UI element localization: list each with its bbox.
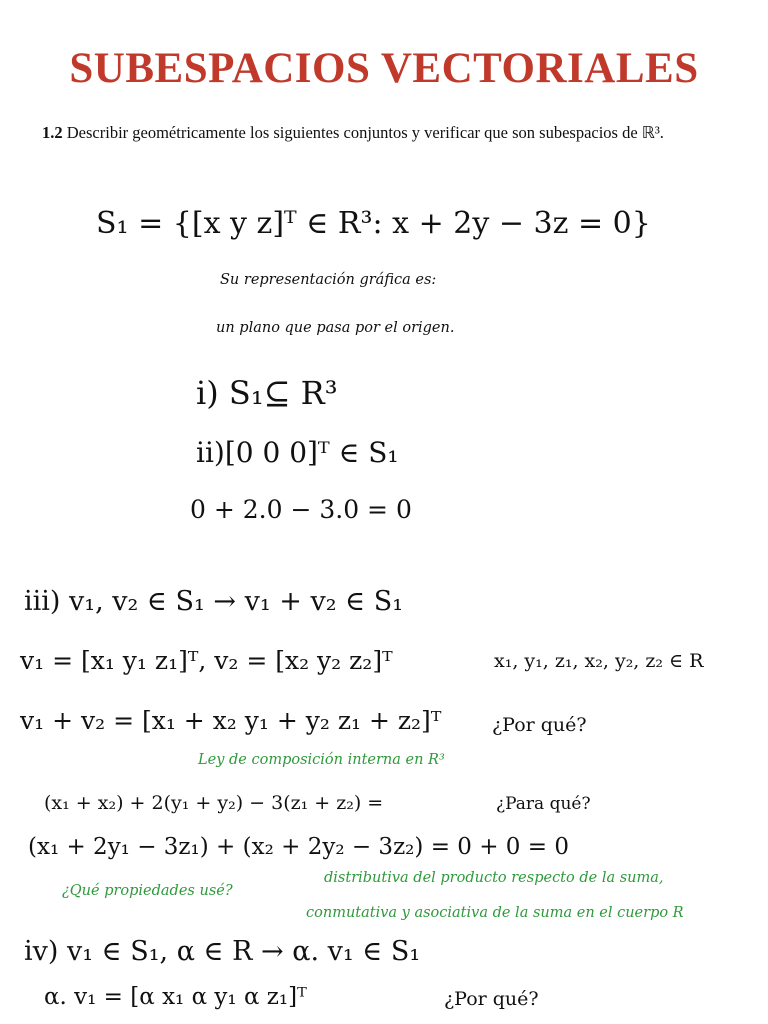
internal-law-note: Ley de composición interna en R³: [198, 752, 445, 768]
set-definition: S₁ = {[x y z]ᵀ ∈ R³: x + 2y − 3z = 0}: [96, 206, 651, 241]
problem-number: 1.2: [42, 123, 63, 142]
page-title: SUBESPACIOS VECTORIALES: [69, 45, 699, 92]
question-why-2: ¿Por qué?: [444, 988, 539, 1010]
problem-statement: [42, 122, 722, 143]
zero-check: 0 + 2.0 − 3.0 = 0: [190, 495, 412, 524]
problem-text: Describir geométricamente los siguientes conjuntos y verificar que son subespacios de ℝ³.: [66, 123, 664, 142]
sum-definition: v₁ + v₂ = [x₁ + x₂ y₁ + y₂ z₁ + z₂]ᵀ: [20, 706, 442, 735]
question-why-1: ¿Por qué?: [492, 714, 587, 736]
variables-in-r: x₁, y₁, z₁, x₂, y₂, z₂ ∈ R: [494, 650, 704, 672]
step-i: i) S₁⊆ R³: [196, 374, 338, 412]
vectors-definition: v₁ = [x₁ y₁ z₁]ᵀ, v₂ = [x₂ y₂ z₂]ᵀ: [20, 646, 393, 675]
property-comm-assoc: conmutativa y asociativa de la suma en el cuerpo R: [306, 905, 684, 921]
regrouped-expression: (x₁ + 2y₁ − 3z₁) + (x₂ + 2y₂ − 3z₂) = 0 + 0 = 0: [28, 834, 569, 860]
step-ii: ii)[0 0 0]ᵀ ∈ S₁: [196, 436, 399, 469]
step-iii: iii) v₁, v₂ ∈ S₁ → v₁ + v₂ ∈ S₁: [24, 586, 404, 617]
question-properties: ¿Qué propiedades usé?: [62, 883, 233, 899]
property-distributive: distributiva del producto respecto de la suma,: [324, 870, 664, 886]
question-what-for: ¿Para qué?: [496, 794, 591, 814]
plane-note: un plano que pasa por el origen.: [216, 320, 455, 336]
step-iv: iv) v₁ ∈ S₁, α ∈ R → α. v₁ ∈ S₁: [24, 936, 421, 967]
scalar-definition: α. v₁ = [α x₁ α y₁ α z₁]ᵀ: [44, 984, 307, 1010]
expanded-expression: (x₁ + x₂) + 2(y₁ + y₂) − 3(z₁ + z₂) =: [44, 792, 384, 814]
graph-note: Su representación gráfica es:: [220, 272, 437, 288]
